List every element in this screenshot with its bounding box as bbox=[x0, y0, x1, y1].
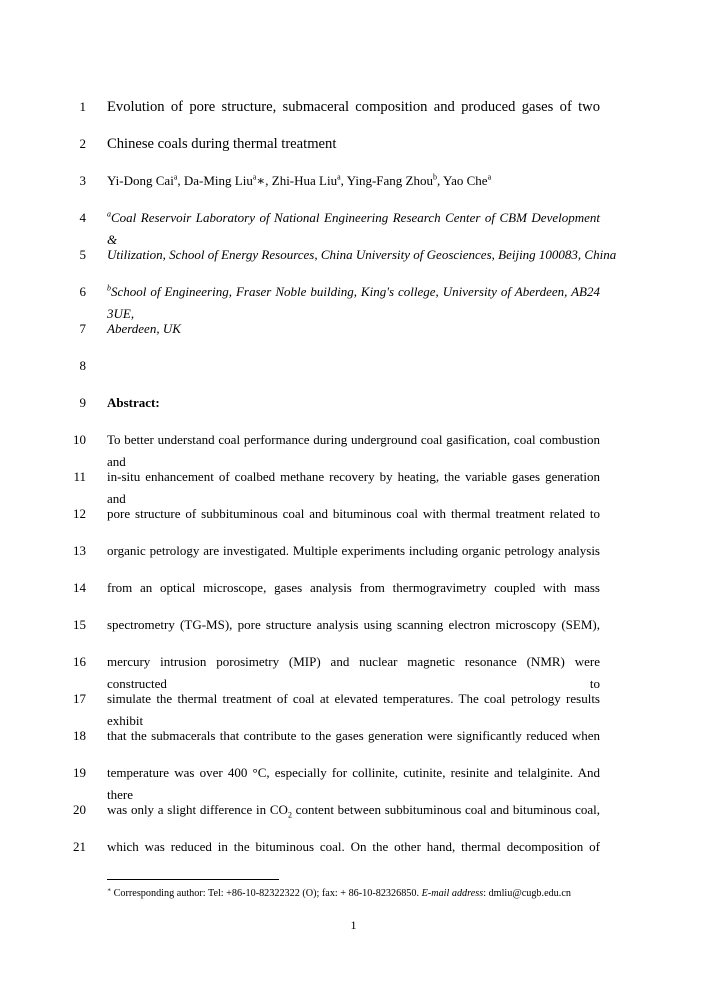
affiliation-b-line-1 bbox=[107, 281, 600, 321]
footnote-email-label: E-mail address bbox=[421, 888, 484, 899]
manuscript-line-10 bbox=[0, 429, 707, 469]
line-number: 9 bbox=[79, 395, 86, 410]
paper-title-line-1: Evolution of pore structure, submaceral composition and produced gases of two bbox=[107, 99, 600, 115]
affiliation-a-line-2: Utilization, School of Energy Resources, China University of Geosciences, Beijing 100083, China bbox=[107, 247, 617, 262]
manuscript-line-1 bbox=[0, 96, 707, 118]
line-number: 6 bbox=[79, 284, 86, 299]
manuscript-line-14 bbox=[0, 577, 707, 599]
abstract-line: spectrometry (TG-MS), pore structure analysis using scanning electron microscopy (SEM), bbox=[107, 617, 600, 632]
manuscript-line-19 bbox=[0, 762, 707, 802]
author-separator: , bbox=[437, 173, 444, 188]
affiliation-mark: a bbox=[337, 172, 341, 182]
author-name: Zhi-Hua Liu bbox=[271, 173, 338, 188]
line-number: 13 bbox=[73, 543, 86, 558]
affiliation-b-text: School of Engineering, Fraser Noble building, King's college, University of Aberdeen, AB24 3UE, bbox=[107, 284, 600, 321]
manuscript-line-18 bbox=[0, 725, 707, 747]
line-number: 11 bbox=[73, 469, 86, 484]
author-name: Yi-Dong Cai bbox=[107, 173, 174, 188]
abstract-line: that the submacerals that contribute to the gases generation were significantly reduced when bbox=[107, 728, 600, 743]
manuscript-line-9 bbox=[0, 392, 707, 414]
footnote-email: : dmliu@cugb.edu.cn bbox=[483, 888, 571, 899]
affiliation-mark: a bbox=[107, 209, 111, 219]
corresponding-author-mark: ∗ bbox=[256, 173, 266, 188]
abstract-text: content between subbituminous coal and bituminous coal, bbox=[291, 802, 600, 817]
abstract-line: from an optical microscope, gases analysis from thermogravimetry coupled with mass bbox=[107, 580, 600, 595]
abstract-heading: Abstract: bbox=[107, 395, 160, 410]
affiliation-mark: a bbox=[252, 172, 257, 182]
manuscript-line-16 bbox=[0, 651, 707, 691]
manuscript-line-4 bbox=[0, 207, 707, 247]
page-number: 1 bbox=[350, 918, 357, 932]
author-separator: , bbox=[177, 173, 184, 188]
affiliation-b-line-2: Aberdeen, UK bbox=[107, 321, 181, 336]
author-separator: , bbox=[340, 173, 347, 188]
affiliation-mark: a bbox=[173, 172, 178, 182]
affiliation-mark: b bbox=[433, 172, 437, 182]
line-number: 1 bbox=[79, 99, 86, 114]
line-number: 19 bbox=[73, 765, 86, 780]
author-list bbox=[107, 170, 600, 192]
paper-title-line-2: Chinese coals during thermal treatment bbox=[107, 136, 337, 152]
abstract-line: in-situ enhancement of coalbed methane recovery by heating, the variable gases generation and bbox=[107, 469, 600, 506]
footnote-divider bbox=[107, 879, 279, 880]
affiliation-mark: b bbox=[107, 283, 111, 293]
footnote-text: Corresponding author: Tel: +86-10-82322322 (O); fax: + 86-10-82326850. bbox=[111, 888, 422, 899]
line-number: 4 bbox=[79, 210, 86, 225]
author-name: Yao Che bbox=[443, 173, 488, 188]
manuscript-line-13 bbox=[0, 540, 707, 562]
author-name: Da-Ming Liu bbox=[183, 173, 253, 188]
manuscript-line-21 bbox=[0, 836, 707, 858]
line-number: 16 bbox=[73, 654, 86, 669]
line-number: 20 bbox=[73, 802, 86, 817]
line-number: 7 bbox=[79, 321, 86, 336]
manuscript-line-6 bbox=[0, 281, 707, 321]
abstract-line: simulate the thermal treatment of coal at elevated temperatures. The coal petrology results exhibit bbox=[107, 691, 600, 728]
abstract-line: To better understand coal performance during underground coal gasification, coal combustion and bbox=[107, 432, 600, 469]
affiliation-a-line-1 bbox=[107, 207, 600, 247]
line-number: 21 bbox=[73, 839, 86, 854]
manuscript-line-7 bbox=[0, 318, 707, 340]
line-number: 5 bbox=[79, 247, 86, 262]
subscript: 2 bbox=[287, 810, 292, 820]
manuscript-line-12 bbox=[0, 503, 707, 525]
manuscript-line-5 bbox=[0, 244, 707, 266]
manuscript-line-8 bbox=[0, 355, 707, 377]
affiliation-a-text: Coal Reservoir Laboratory of National Engineering Research Center of CBM Development & bbox=[107, 210, 600, 247]
line-number: 2 bbox=[79, 136, 86, 151]
line-number: 17 bbox=[73, 691, 86, 706]
manuscript-line-20 bbox=[0, 799, 707, 821]
manuscript-line-2 bbox=[0, 133, 707, 155]
abstract-line: temperature was over 400 °C, especially for collinite, cutinite, resinite and telalginite. And there bbox=[107, 765, 600, 802]
manuscript-line-3 bbox=[0, 170, 707, 192]
line-number: 18 bbox=[73, 728, 86, 743]
abstract-line: which was reduced in the bituminous coal. On the other hand, thermal decomposition of bbox=[107, 839, 600, 854]
footnote-mark: ∗ bbox=[107, 887, 112, 894]
manuscript-line-17 bbox=[0, 688, 707, 728]
line-number: 3 bbox=[79, 173, 86, 188]
line-number: 12 bbox=[73, 506, 86, 521]
line-number: 8 bbox=[79, 358, 86, 373]
abstract-text: was only a slight difference in CO bbox=[107, 802, 288, 817]
manuscript-line-15 bbox=[0, 614, 707, 636]
line-number: 15 bbox=[73, 617, 86, 632]
abstract-line: pore structure of subbituminous coal and bituminous coal with thermal treatment related to bbox=[107, 506, 600, 521]
abstract-line: mercury intrusion porosimetry (MIP) and nuclear magnetic resonance (NMR) were constructed to bbox=[107, 654, 600, 691]
line-number: 14 bbox=[73, 580, 86, 595]
footnote bbox=[107, 886, 607, 902]
manuscript-line-11 bbox=[0, 466, 707, 506]
abstract-line bbox=[107, 799, 600, 821]
abstract-line: organic petrology are investigated. Multiple experiments including organic petrology analysis bbox=[107, 543, 600, 558]
author-separator: , bbox=[265, 173, 272, 188]
affiliation-mark: a bbox=[487, 172, 492, 182]
line-number: 10 bbox=[73, 432, 86, 447]
author-name: Ying-Fang Zhou bbox=[346, 173, 433, 188]
